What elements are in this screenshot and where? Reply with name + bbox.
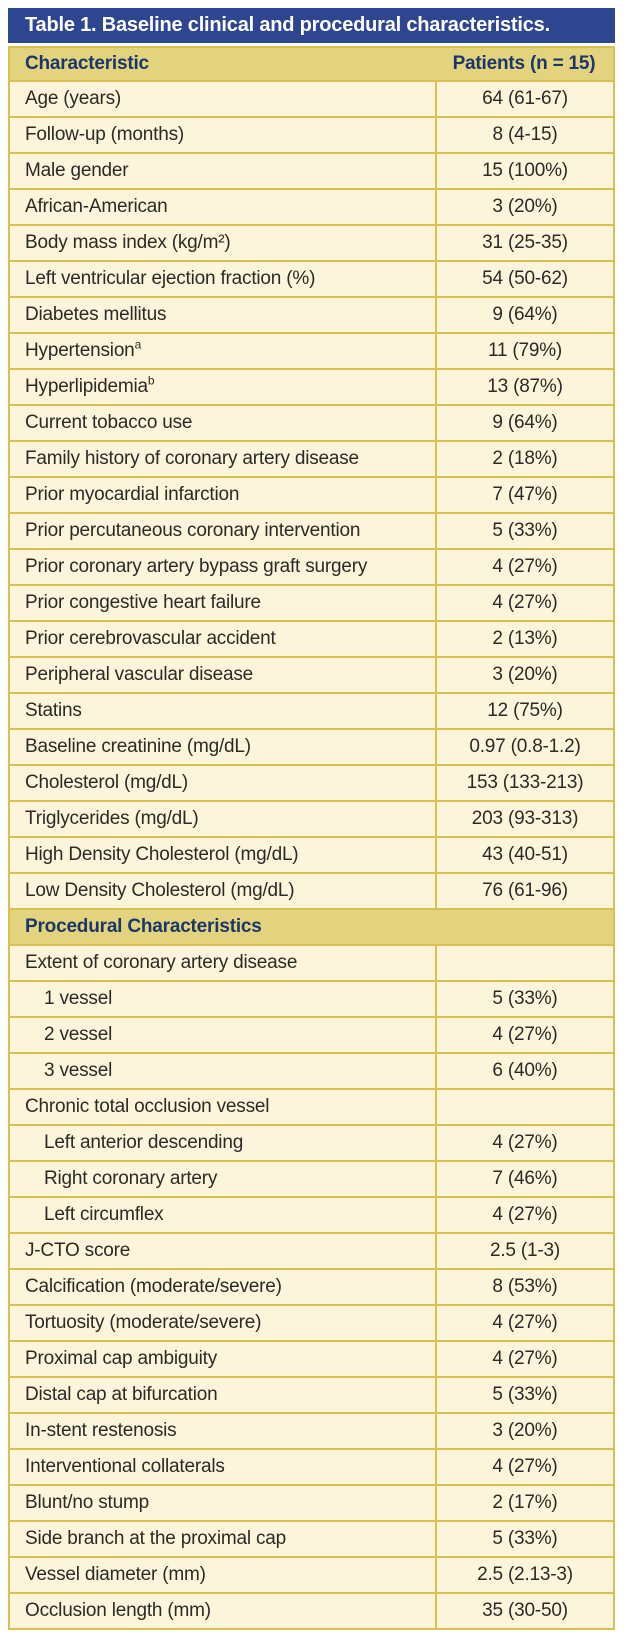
row-label: Left anterior descending [44, 1132, 244, 1153]
row-label: Occlusion length (mm) [25, 1600, 211, 1621]
row-label: 3 vessel [44, 1060, 113, 1081]
column-header-patients: Patients (n = 15) [452, 53, 596, 74]
row-value: 4 (27%) [435, 1198, 613, 1232]
row-label: Blunt/no stump [25, 1492, 149, 1513]
table-row [10, 620, 613, 656]
row-label: Distal cap at bifurcation [25, 1384, 218, 1405]
row-value: 54 (50-62) [435, 262, 613, 296]
table-title: Table 1. Baseline clinical and procedural characteristics. [25, 14, 550, 36]
row-label: Follow-up (months) [25, 124, 185, 145]
row-label: Left circumflex [44, 1204, 164, 1225]
row-value: 11 (79%) [435, 334, 613, 368]
footnote-marker: a [134, 337, 142, 352]
row-label: 1 vessel [44, 988, 113, 1009]
row-value: 8 (4-15) [435, 118, 613, 152]
row-label: Cholesterol (mg/dL) [25, 772, 189, 793]
row-label: Peripheral vascular disease [25, 664, 253, 685]
table-row [10, 1340, 613, 1376]
row-label: Diabetes mellitus [25, 304, 167, 325]
row-value: 5 (33%) [435, 1378, 613, 1412]
row-value: 12 (75%) [435, 694, 613, 728]
row-label: Current tobacco use [25, 412, 193, 433]
row-value: 4 (27%) [435, 1342, 613, 1376]
row-label: Left ventricular ejection fraction (%) [25, 268, 316, 289]
row-label: High Density Cholesterol (mg/dL) [25, 844, 299, 865]
row-value: 5 (33%) [435, 514, 613, 548]
table-row [10, 1412, 613, 1448]
row-label: Baseline creatinine (mg/dL) [25, 736, 251, 757]
row-value: 5 (33%) [435, 1522, 613, 1556]
row-value: 4 (27%) [435, 586, 613, 620]
row-value: 13 (87%) [435, 370, 613, 404]
row-value: 15 (100%) [435, 154, 613, 188]
row-value: 2 (17%) [435, 1486, 613, 1520]
row-label: Prior cerebrovascular accident [25, 628, 276, 649]
row-label: Male gender [25, 160, 129, 181]
table-row [10, 440, 613, 476]
table-row [10, 1088, 613, 1124]
table-row [10, 152, 613, 188]
row-value: 4 (27%) [435, 1306, 613, 1340]
column-header-characteristic: Characteristic [25, 53, 149, 74]
row-value: 76 (61-96) [435, 874, 613, 908]
row-label: African-American [25, 196, 168, 217]
table-row [10, 512, 613, 548]
table-row [10, 692, 613, 728]
row-value: 3 (20%) [435, 1414, 613, 1448]
row-label: Family history of coronary artery disease [25, 448, 359, 469]
row-label: Prior coronary artery bypass graft surgery [25, 556, 368, 577]
row-value: 43 (40-51) [435, 838, 613, 872]
row-value: 3 (20%) [435, 658, 613, 692]
row-label: Proximal cap ambiguity [25, 1348, 218, 1369]
row-label: Low Density Cholesterol (mg/dL) [25, 880, 295, 901]
table-row [10, 1520, 613, 1556]
row-value: 7 (46%) [435, 1162, 613, 1196]
row-value: 0.97 (0.8-1.2) [435, 730, 613, 764]
row-label: Body mass index (kg/m²) [25, 232, 231, 253]
row-value: 203 (93-313) [435, 802, 613, 836]
row-label: Calcification (moderate/severe) [25, 1276, 282, 1297]
table-row [10, 1484, 613, 1520]
table-row [10, 224, 613, 260]
row-value: 5 (33%) [435, 982, 613, 1016]
table-row [10, 872, 613, 908]
row-value: 7 (47%) [435, 478, 613, 512]
column-header-row [10, 48, 613, 80]
row-label: Prior myocardial infarction [25, 484, 240, 505]
table-row [10, 260, 613, 296]
table-row [10, 476, 613, 512]
row-label: Chronic total occlusion vessel [25, 1096, 270, 1117]
table-row [10, 1196, 613, 1232]
row-label: Extent of coronary artery disease [25, 952, 298, 973]
row-value: 3 (20%) [435, 190, 613, 224]
row-label: Hypertension$^a$ [25, 337, 142, 361]
section-header-row [10, 908, 613, 944]
row-label: Procedural Characteristics [25, 916, 262, 937]
row-label: Right coronary artery [44, 1168, 218, 1189]
row-value [435, 1090, 613, 1124]
row-label: Age (years) [25, 88, 122, 109]
table-row [10, 1124, 613, 1160]
table-row [10, 656, 613, 692]
table-row [10, 1376, 613, 1412]
footnote-marker: b [147, 373, 155, 388]
table-body [8, 46, 615, 1630]
row-value: 9 (64%) [435, 406, 613, 440]
row-value: 2 (13%) [435, 622, 613, 656]
table-row [10, 80, 613, 116]
row-value: 153 (133-213) [435, 766, 613, 800]
row-label: Hyperlipidemia$^b$ [25, 373, 155, 397]
row-label: Prior percutaneous coronary intervention [25, 520, 361, 541]
table-row [10, 1232, 613, 1268]
table-row [10, 296, 613, 332]
row-label: Vessel diameter (mm) [25, 1564, 206, 1585]
table-row [10, 188, 613, 224]
table-row [10, 1592, 613, 1628]
table-rows [10, 80, 613, 1628]
table-row [10, 980, 613, 1016]
row-value: 6 (40%) [435, 1054, 613, 1088]
table-row [10, 1160, 613, 1196]
row-value: 2 (18%) [435, 442, 613, 476]
row-value: 4 (27%) [435, 1126, 613, 1160]
table-title-bar [8, 8, 615, 43]
table-row [10, 1016, 613, 1052]
row-value: 31 (25-35) [435, 226, 613, 260]
table-row [10, 584, 613, 620]
row-value: 8 (53%) [435, 1270, 613, 1304]
table-row [10, 1448, 613, 1484]
row-label: Prior congestive heart failure [25, 592, 261, 613]
table-row [10, 764, 613, 800]
row-value: 9 (64%) [435, 298, 613, 332]
row-label: Interventional collaterals [25, 1456, 225, 1477]
row-value: 2.5 (1-3) [435, 1234, 613, 1268]
table-row [10, 404, 613, 440]
row-value: 2.5 (2.13-3) [435, 1558, 613, 1592]
row-label: Side branch at the proximal cap [25, 1528, 287, 1549]
table-row [10, 368, 613, 404]
table-row [10, 1052, 613, 1088]
row-label: In-stent restenosis [25, 1420, 177, 1441]
row-label: Statins [25, 700, 82, 721]
baseline-characteristics-table [8, 8, 615, 1630]
table-row [10, 1268, 613, 1304]
row-value [435, 946, 613, 980]
row-label: Triglycerides (mg/dL) [25, 808, 199, 829]
row-label: 2 vessel [44, 1024, 113, 1045]
table-row [10, 1304, 613, 1340]
table-row [10, 728, 613, 764]
table-row [10, 944, 613, 980]
row-value: 4 (27%) [435, 550, 613, 584]
table-row [10, 116, 613, 152]
table-row [10, 332, 613, 368]
row-value: 4 (27%) [435, 1018, 613, 1052]
row-value: 64 (61-67) [435, 82, 613, 116]
row-value: 4 (27%) [435, 1450, 613, 1484]
table-row [10, 548, 613, 584]
table-row [10, 836, 613, 872]
table-row [10, 1556, 613, 1592]
row-label: J-CTO score [25, 1240, 131, 1261]
row-value: 35 (30-50) [435, 1594, 613, 1628]
table-row [10, 800, 613, 836]
row-label: Tortuosity (moderate/severe) [25, 1312, 262, 1333]
